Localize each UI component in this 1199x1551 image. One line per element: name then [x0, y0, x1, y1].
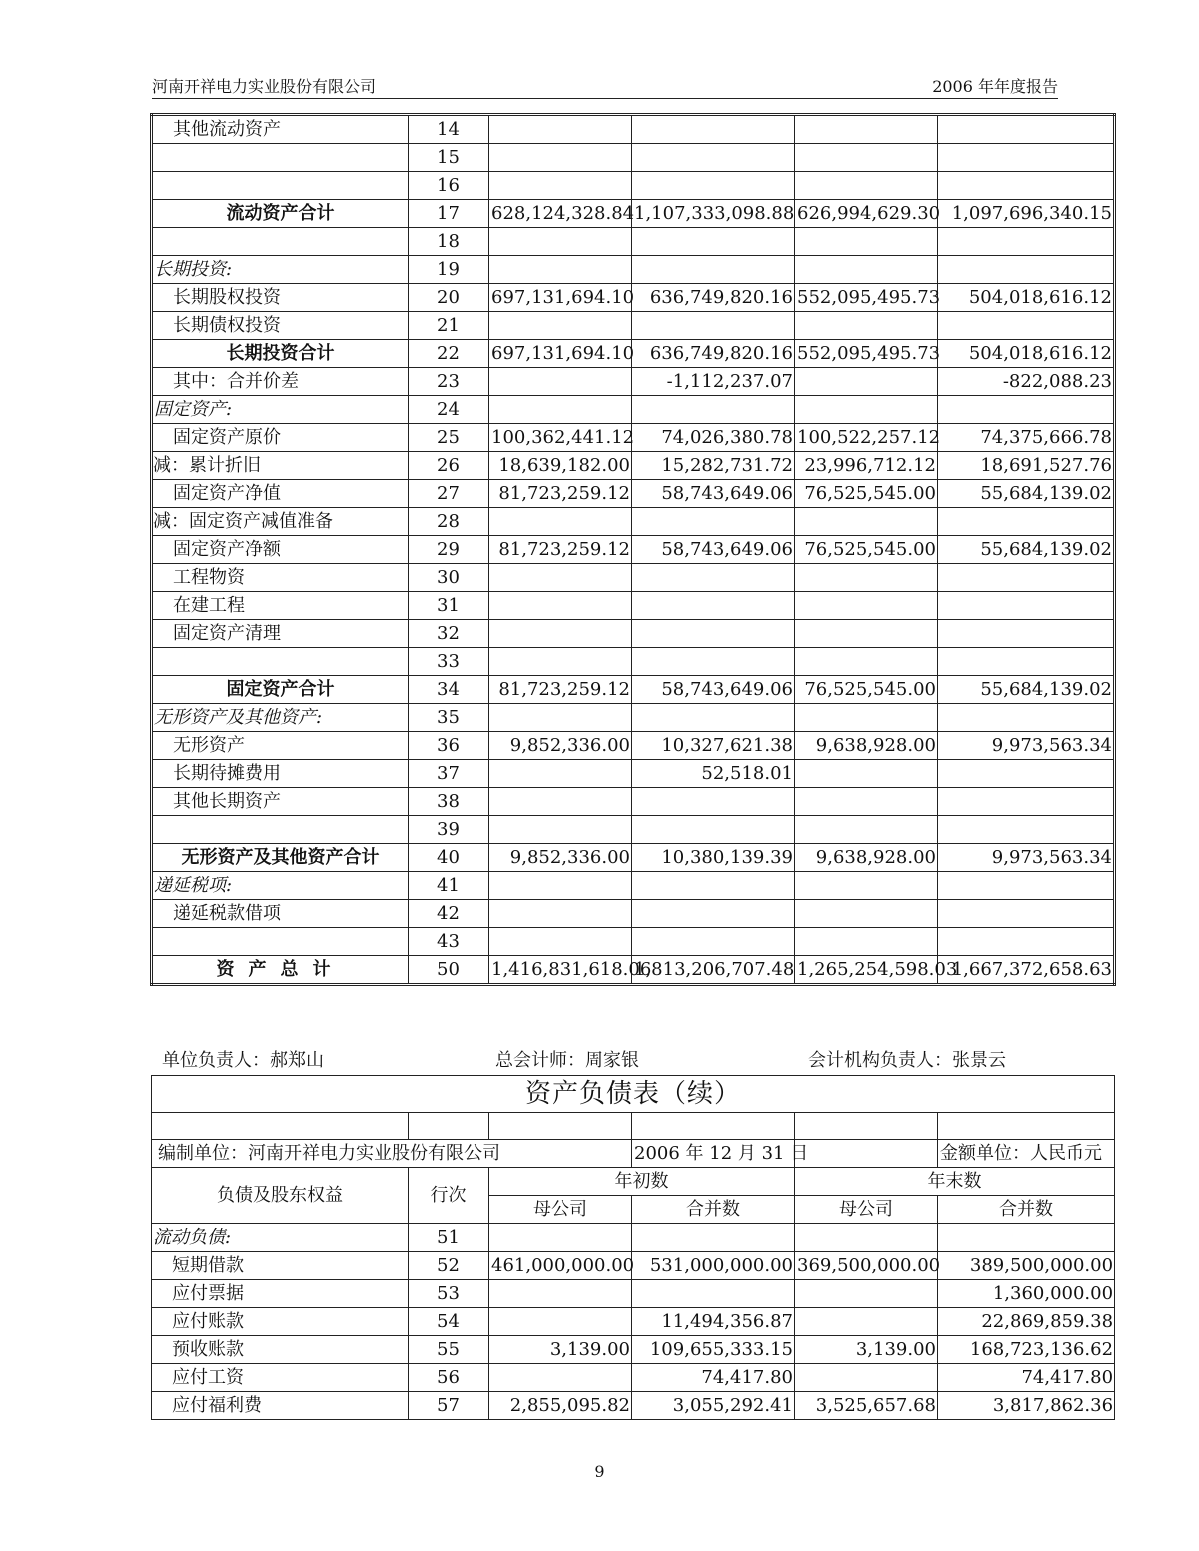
cell-v1: 100,362,441.12	[489, 424, 632, 452]
cell-name	[152, 144, 409, 172]
cell-v4: 55,684,139.02	[938, 480, 1115, 508]
cell-v4: 504,018,616.12	[938, 340, 1115, 368]
cell-v3	[795, 704, 938, 732]
col-group-end: 年末数	[795, 1168, 1115, 1196]
cell-v3: 626,994,629.30	[795, 200, 938, 228]
report-date: 2006 年 12 月 31 日	[632, 1140, 795, 1168]
table-row	[152, 172, 1115, 200]
cell-idx: 41	[409, 872, 489, 900]
cell-v3	[795, 872, 938, 900]
cell-v4: 1,097,696,340.15	[938, 200, 1115, 228]
table-row	[152, 1392, 1115, 1420]
cell-v3	[795, 172, 938, 200]
cell-name: 短期借款	[152, 1252, 409, 1280]
cell-v1: 9,852,336.00	[489, 844, 632, 872]
col-header-idx: 行次	[409, 1168, 489, 1224]
cell-v4: -822,088.23	[938, 368, 1115, 396]
cell-idx: 57	[409, 1392, 489, 1420]
signature-head: 单位负责人：郝郑山	[162, 1050, 324, 1071]
cell-v4: 504,018,616.12	[938, 284, 1115, 312]
cell-v4	[938, 228, 1115, 256]
cell-idx: 25	[409, 424, 489, 452]
cell-name: 递延税款借项	[152, 900, 409, 928]
cell-v1: 628,124,328.84	[489, 200, 632, 228]
page-header	[152, 70, 1058, 99]
cell-v3	[795, 620, 938, 648]
cell-v3	[795, 648, 938, 676]
cell-v4	[938, 816, 1115, 844]
cell-v1	[489, 1364, 632, 1392]
cell-name: 其他流动资产	[152, 115, 409, 144]
cell-name: 固定资产:	[152, 396, 409, 424]
col-group-begin: 年初数	[489, 1168, 795, 1196]
table-row	[152, 816, 1115, 844]
cell-v4: 74,375,666.78	[938, 424, 1115, 452]
cell-v4: 55,684,139.02	[938, 536, 1115, 564]
cell-idx: 30	[409, 564, 489, 592]
cell-v1: 18,639,182.00	[489, 452, 632, 480]
table-row	[152, 368, 1115, 396]
cell-v4	[938, 760, 1115, 788]
cell-v2	[632, 816, 795, 844]
cell-idx: 35	[409, 704, 489, 732]
cell-idx: 37	[409, 760, 489, 788]
cell-v3: 76,525,545.00	[795, 480, 938, 508]
table-row	[152, 508, 1115, 536]
cell-idx: 24	[409, 396, 489, 424]
cell-v3: 76,525,545.00	[795, 536, 938, 564]
cell-v2: -1,112,237.07	[632, 368, 795, 396]
cell-name: 预收账款	[152, 1336, 409, 1364]
cell-idx: 50	[409, 956, 489, 985]
table-row	[152, 564, 1115, 592]
cell-v4: 3,817,862.36	[938, 1392, 1115, 1420]
cell-idx: 17	[409, 200, 489, 228]
cell-name: 应付账款	[152, 1308, 409, 1336]
cell-v3	[795, 144, 938, 172]
cell-v2: 58,743,649.06	[632, 480, 795, 508]
table-row	[152, 1336, 1115, 1364]
cell-name: 长期股权投资	[152, 284, 409, 312]
cell-name: 长期投资合计	[152, 340, 409, 368]
cell-v2: 1,107,333,098.88	[632, 200, 795, 228]
table-row	[152, 620, 1115, 648]
cell-idx: 39	[409, 816, 489, 844]
col-sub-consol-end: 合并数	[938, 1196, 1115, 1224]
cell-v2	[632, 620, 795, 648]
cell-v3: 76,525,545.00	[795, 676, 938, 704]
table-row	[152, 1364, 1115, 1392]
cell-v1	[489, 1224, 632, 1252]
cell-idx: 26	[409, 452, 489, 480]
cell-v4	[938, 256, 1115, 284]
cell-v2: 74,417.80	[632, 1364, 795, 1392]
cell-v4	[938, 172, 1115, 200]
cell-v4	[938, 115, 1115, 144]
cell-v3	[795, 312, 938, 340]
cell-v1	[489, 508, 632, 536]
cell-v4: 22,869,859.38	[938, 1308, 1115, 1336]
cell-v1: 81,723,259.12	[489, 480, 632, 508]
cell-v4	[938, 620, 1115, 648]
cell-v1	[489, 704, 632, 732]
cell-v1	[489, 1308, 632, 1336]
table-row	[152, 844, 1115, 872]
cell-name: 长期投资:	[152, 256, 409, 284]
cell-v1	[489, 228, 632, 256]
cell-v2	[632, 115, 795, 144]
cell-v1: 9,852,336.00	[489, 732, 632, 760]
cell-name: 递延税项:	[152, 872, 409, 900]
cell-v1: 3,139.00	[489, 1336, 632, 1364]
cell-v4: 55,684,139.02	[938, 676, 1115, 704]
cell-v1	[489, 564, 632, 592]
cell-name: 减：固定资产减值准备	[152, 508, 409, 536]
cell-name: 固定资产原价	[152, 424, 409, 452]
cell-v3: 100,522,257.12	[795, 424, 938, 452]
table-row	[152, 704, 1115, 732]
cell-v1	[489, 172, 632, 200]
cell-v3	[795, 256, 938, 284]
page-number: 9	[594, 1462, 605, 1481]
cell-v3	[795, 564, 938, 592]
cell-v2	[632, 228, 795, 256]
cell-v1	[489, 788, 632, 816]
liabilities-table	[151, 1075, 1115, 1420]
cell-v4: 18,691,527.76	[938, 452, 1115, 480]
cell-v1: 697,131,694.10	[489, 284, 632, 312]
cell-v2	[632, 592, 795, 620]
cell-v1	[489, 256, 632, 284]
signature-accountant: 总会计师：周家银	[495, 1050, 639, 1071]
cell-v4	[938, 788, 1115, 816]
cell-v1	[489, 760, 632, 788]
cell-name: 流动资产合计	[152, 200, 409, 228]
cell-v1	[489, 816, 632, 844]
cell-v1: 2,855,095.82	[489, 1392, 632, 1420]
cell-v2	[632, 564, 795, 592]
cell-idx: 33	[409, 648, 489, 676]
cell-v2	[632, 900, 795, 928]
cell-v4	[938, 1224, 1115, 1252]
table-row	[152, 480, 1115, 508]
cell-v1: 697,131,694.10	[489, 340, 632, 368]
cell-name: 应付工资	[152, 1364, 409, 1392]
cell-v4	[938, 396, 1115, 424]
col-sub-parent-end: 母公司	[795, 1196, 938, 1224]
table-row	[152, 900, 1115, 928]
cell-v1	[489, 620, 632, 648]
cell-name: 其他长期资产	[152, 788, 409, 816]
table-row	[152, 396, 1115, 424]
table-row	[152, 732, 1115, 760]
cell-v1	[489, 396, 632, 424]
cell-v2: 1,813,206,707.48	[632, 956, 795, 985]
cell-v1: 81,723,259.12	[489, 676, 632, 704]
cell-idx: 56	[409, 1364, 489, 1392]
cell-v3	[795, 1280, 938, 1308]
table-row	[152, 536, 1115, 564]
table-row	[152, 676, 1115, 704]
cell-idx: 19	[409, 256, 489, 284]
cell-v1	[489, 368, 632, 396]
table-row	[152, 592, 1115, 620]
cell-v2	[632, 312, 795, 340]
table-row	[152, 760, 1115, 788]
cell-idx: 15	[409, 144, 489, 172]
cell-v1	[489, 648, 632, 676]
cell-name: 固定资产清理	[152, 620, 409, 648]
cell-idx: 42	[409, 900, 489, 928]
cell-name	[152, 816, 409, 844]
cell-v3	[795, 396, 938, 424]
col-sub-consol-begin: 合并数	[632, 1196, 795, 1224]
cell-v4	[938, 704, 1115, 732]
cell-name: 固定资产净值	[152, 480, 409, 508]
cell-v1: 81,723,259.12	[489, 536, 632, 564]
cell-v2	[632, 396, 795, 424]
table-row	[152, 648, 1115, 676]
cell-name: 长期债权投资	[152, 312, 409, 340]
cell-v2	[632, 928, 795, 956]
cell-v4: 74,417.80	[938, 1364, 1115, 1392]
cell-v1: 1,416,831,618.06	[489, 956, 632, 985]
cell-name: 无形资产及其他资产合计	[152, 844, 409, 872]
cell-v3	[795, 788, 938, 816]
cell-name	[152, 172, 409, 200]
cell-v2	[632, 1280, 795, 1308]
cell-idx: 54	[409, 1308, 489, 1336]
cell-idx: 28	[409, 508, 489, 536]
cell-idx: 20	[409, 284, 489, 312]
cell-name	[152, 648, 409, 676]
cell-v3: 9,638,928.00	[795, 844, 938, 872]
cell-idx: 52	[409, 1252, 489, 1280]
cell-v2	[632, 144, 795, 172]
cell-v3	[795, 900, 938, 928]
cell-v3	[795, 1364, 938, 1392]
cell-v2	[632, 704, 795, 732]
cell-v3: 23,996,712.12	[795, 452, 938, 480]
cell-v2: 636,749,820.16	[632, 340, 795, 368]
cell-name: 固定资产合计	[152, 676, 409, 704]
cell-v2: 636,749,820.16	[632, 284, 795, 312]
report-title: 2006 年年度报告	[932, 77, 1058, 96]
col-header-name: 负债及股东权益	[152, 1168, 409, 1224]
cell-idx: 43	[409, 928, 489, 956]
cell-v4: 389,500,000.00	[938, 1252, 1115, 1280]
cell-v1	[489, 144, 632, 172]
cell-v4	[938, 144, 1115, 172]
cell-v1: 461,000,000.00	[489, 1252, 632, 1280]
table-row	[152, 284, 1115, 312]
cell-v2: 74,026,380.78	[632, 424, 795, 452]
table-row	[152, 200, 1115, 228]
cell-v1	[489, 1280, 632, 1308]
liabilities-title: 资产负债表（续）	[152, 1076, 1115, 1113]
cell-v2: 531,000,000.00	[632, 1252, 795, 1280]
cell-v3	[795, 228, 938, 256]
amount-unit: 金额单位：人民币元	[938, 1140, 1115, 1168]
cell-v4	[938, 900, 1115, 928]
col-sub-parent-begin: 母公司	[489, 1196, 632, 1224]
signature-org-head: 会计机构负责人：张景云	[808, 1050, 1006, 1071]
table-row	[152, 928, 1115, 956]
cell-v2: 58,743,649.06	[632, 676, 795, 704]
cell-idx: 38	[409, 788, 489, 816]
cell-v3	[795, 928, 938, 956]
cell-name: 其中：合并价差	[152, 368, 409, 396]
table-row	[152, 1224, 1115, 1252]
table-row	[152, 144, 1115, 172]
cell-name	[152, 228, 409, 256]
cell-v3	[795, 592, 938, 620]
cell-name: 固定资产净额	[152, 536, 409, 564]
cell-idx: 16	[409, 172, 489, 200]
cell-v3: 3,139.00	[795, 1336, 938, 1364]
cell-v3	[795, 115, 938, 144]
cell-v2	[632, 256, 795, 284]
cell-v3	[795, 816, 938, 844]
cell-idx: 21	[409, 312, 489, 340]
cell-v4: 9,973,563.34	[938, 732, 1115, 760]
cell-v2	[632, 172, 795, 200]
cell-idx: 32	[409, 620, 489, 648]
table-row	[152, 256, 1115, 284]
cell-idx: 29	[409, 536, 489, 564]
cell-v2	[632, 648, 795, 676]
cell-name: 资产总计	[152, 956, 409, 985]
cell-v2	[632, 508, 795, 536]
cell-idx: 34	[409, 676, 489, 704]
cell-idx: 23	[409, 368, 489, 396]
cell-v1	[489, 115, 632, 144]
cell-v1	[489, 900, 632, 928]
cell-v2: 109,655,333.15	[632, 1336, 795, 1364]
table-row	[152, 115, 1115, 144]
table-row	[152, 340, 1115, 368]
cell-v3	[795, 1224, 938, 1252]
table-row	[152, 424, 1115, 452]
cell-v2: 10,380,139.39	[632, 844, 795, 872]
cell-idx: 36	[409, 732, 489, 760]
cell-idx: 18	[409, 228, 489, 256]
cell-name: 长期待摊费用	[152, 760, 409, 788]
cell-v3	[795, 508, 938, 536]
table-row	[152, 1280, 1115, 1308]
assets-table	[150, 113, 1116, 986]
cell-v1	[489, 928, 632, 956]
company-name: 河南开祥电力实业股份有限公司	[152, 77, 377, 96]
cell-v2: 58,743,649.06	[632, 536, 795, 564]
cell-name: 流动负债:	[152, 1224, 409, 1252]
cell-name: 应付福利费	[152, 1392, 409, 1420]
cell-idx: 40	[409, 844, 489, 872]
cell-v1	[489, 872, 632, 900]
table-row	[152, 452, 1115, 480]
cell-idx: 51	[409, 1224, 489, 1252]
cell-v4	[938, 648, 1115, 676]
cell-name: 工程物资	[152, 564, 409, 592]
cell-v4: 9,973,563.34	[938, 844, 1115, 872]
cell-idx: 14	[409, 115, 489, 144]
cell-v3: 552,095,495.73	[795, 284, 938, 312]
cell-v1	[489, 312, 632, 340]
cell-v2: 3,055,292.41	[632, 1392, 795, 1420]
cell-name: 无形资产及其他资产:	[152, 704, 409, 732]
prepared-by: 编制单位：河南开祥电力实业股份有限公司	[152, 1140, 632, 1168]
table-row	[152, 788, 1115, 816]
cell-v3: 552,095,495.73	[795, 340, 938, 368]
cell-name: 无形资产	[152, 732, 409, 760]
cell-v4	[938, 872, 1115, 900]
cell-v3	[795, 1308, 938, 1336]
cell-name: 在建工程	[152, 592, 409, 620]
table-row	[152, 312, 1115, 340]
cell-v4: 1,667,372,658.63	[938, 956, 1115, 985]
cell-v3: 369,500,000.00	[795, 1252, 938, 1280]
cell-v3	[795, 760, 938, 788]
table-row	[152, 956, 1115, 985]
table-row	[152, 1308, 1115, 1336]
cell-idx: 55	[409, 1336, 489, 1364]
cell-v4	[938, 508, 1115, 536]
cell-v2	[632, 872, 795, 900]
cell-idx: 27	[409, 480, 489, 508]
cell-v2	[632, 1224, 795, 1252]
table-row	[152, 872, 1115, 900]
table-row	[152, 1252, 1115, 1280]
cell-v2: 10,327,621.38	[632, 732, 795, 760]
cell-v3	[795, 368, 938, 396]
cell-v4: 1,360,000.00	[938, 1280, 1115, 1308]
cell-v4	[938, 564, 1115, 592]
cell-v2: 52,518.01	[632, 760, 795, 788]
cell-v2: 11,494,356.87	[632, 1308, 795, 1336]
cell-v4	[938, 592, 1115, 620]
cell-v3: 3,525,657.68	[795, 1392, 938, 1420]
cell-v4: 168,723,136.62	[938, 1336, 1115, 1364]
cell-v2	[632, 788, 795, 816]
cell-v4	[938, 312, 1115, 340]
cell-v1	[489, 592, 632, 620]
cell-idx: 22	[409, 340, 489, 368]
cell-idx: 31	[409, 592, 489, 620]
table-row	[152, 228, 1115, 256]
cell-v3: 1,265,254,598.03	[795, 956, 938, 985]
cell-name	[152, 928, 409, 956]
cell-v3: 9,638,928.00	[795, 732, 938, 760]
cell-v4	[938, 928, 1115, 956]
cell-name: 减：累计折旧	[152, 452, 409, 480]
cell-idx: 53	[409, 1280, 489, 1308]
cell-name: 应付票据	[152, 1280, 409, 1308]
cell-v2: 15,282,731.72	[632, 452, 795, 480]
